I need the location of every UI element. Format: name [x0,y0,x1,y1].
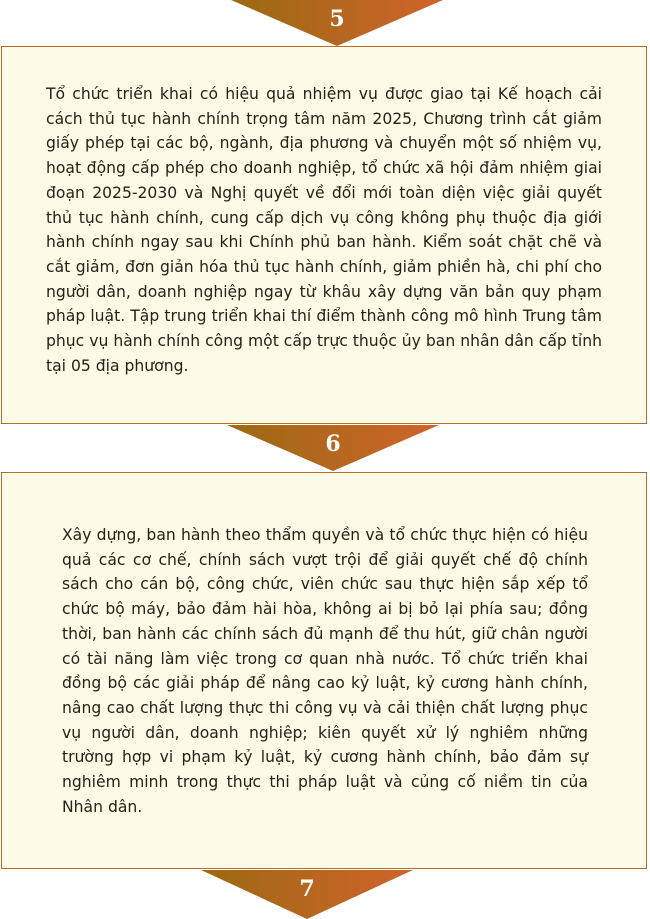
section-number: 5 [329,6,345,32]
content-panel-5 [1,46,647,424]
section-number-marker-5 [231,0,443,46]
section-body-text: Xây dựng, ban hành theo thẩm quyền và tổ chức thực hiện có hiệu quả các cơ chế, chính sách vượt trội để giải quyết chế độ chính sách cho cán bộ, công chức, viên chức sau thực hiện sắp xếp tổ chức bộ máy, bảo đảm hài hòa, không ai bị bỏ lại phía sau; đồng thời, ban hành các chính sách đủ mạnh để thu hút, giữ chân người có tài năng làm việc trong cơ quan nhà nước. Tổ chức triển khai đồng bộ các giải pháp để nâng cao kỷ luật, kỷ cương hành chính, nâng cao chất lượng thực thi công vụ và cải thiện chất lượng phục vụ người dân, doanh nghiệp; kiên quyết xử lý nghiêm những trường hợp vi phạm kỷ luật, kỷ cương hành chính, bảo đảm sự nghiêm minh trong thực thi pháp luật và củng cố niềm tin của Nhân dân. [62,526,588,816]
section-number: 7 [299,876,315,902]
section-body-text: Tổ chức triển khai có hiệu quả nhiệm vụ được giao tại Kế hoạch cải cách thủ tục hành chính trọng tâm năm 2025, Chương trình cắt giảm giấy phép tại các bộ, ngành, địa phương và chuyển một số nhiệm vụ, hoạt động cấp phép cho doanh nghiệp, tổ chức xã hội đảm nhiệm giai đoạn 2025-2030 và Nghị quyết về đổi mới toàn diện việc giải quyết thủ tục hành chính, cung cấp dịch vụ công không phụ thuộc địa giới hành chính ngay sau khi Chính phủ ban hành. Kiểm soát chặt chẽ và cắt giảm, đơn giản hóa thủ tục hành chính, giảm phiền hà, chi phí cho người dân, doanh nghiệp ngay từ khâu xây dựng văn bản quy phạm pháp luật. Tập trung triển khai thí điểm thành công mô hình Trung tâm phục vụ hành chính công một cấp trực thuộc ủy ban nhân dân cấp tỉnh tại 05 địa phương. [46,85,602,375]
section-number-marker-6 [227,425,439,471]
section-number-marker-7 [201,870,413,919]
section-number: 6 [325,431,341,457]
content-panel-6 [1,472,647,869]
